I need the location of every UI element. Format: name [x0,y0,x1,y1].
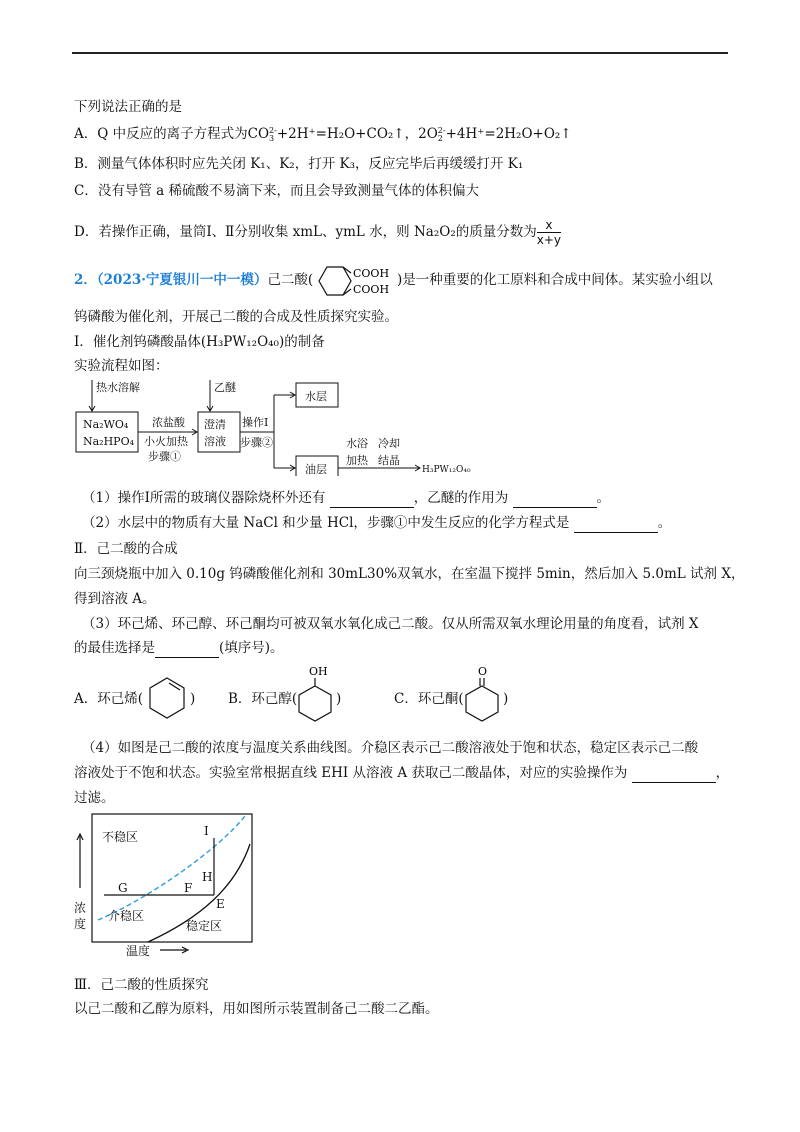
flow-na2hpo4: Na₂HPO₄ [83,435,135,448]
mass-fraction: $\frac{x}{x+y}$ [536,218,561,247]
answer-blank[interactable] [155,644,219,658]
flow-clear: 溶液 [204,435,226,448]
flow-clear: 澄清 [204,418,226,431]
question-4-end: 过滤。 [74,790,115,806]
y-axis-label: 浓 [74,901,87,915]
point-h: H [202,870,213,884]
oh-label: OH [309,665,328,678]
question-4-cont: 溶液处于不饱和状态。实验室常根据直线 EHI 从溶液 A 获取己二酸晶体，对应的实验操作为 ， [74,765,730,781]
q1-option-b: B．测量气体体积时应先关闭 K₁、K₂，打开 K₃，反应完毕后再缓缓打开 K₁ [74,156,524,172]
q1-intro: 下列说法正确的是 [74,99,182,115]
section-2-title: Ⅱ．己二酸的合成 [74,541,178,557]
point-i: I [204,824,209,838]
q2-intro-2: 钨磷酸为催化剂，开展己二酸的合成及性质探究实验。 [74,309,398,325]
q1-option-c: C．没有导管 a 稀硫酸不易滴下来，而且会导致测量气体的体积偏大 [74,183,479,199]
cyclohexanol-structure [295,664,335,722]
question-3: （3）环己烯、环己醇、环己酮均可被双氧水氧化成己二酸。仅从所需双氧水理论用量的角度看，试剂 X [82,616,699,632]
section-2-text: 得到溶液 A。 [74,591,156,607]
x-axis-label: 温度 [126,944,151,958]
question-2: （2）水层中的物质有大量 NaCl 和少量 HCl，步骤①中发生反应的化学方程式是 。 [82,515,672,531]
flow-hot-water: 热水溶解 [96,381,140,394]
stable-region-label: 稳定区 [186,919,223,933]
flow-title: 实验流程如图： [74,358,169,374]
option-cyclohexanol-label: B．环己醇( [228,691,298,707]
option-cyclohexanone-label: C．环己酮( [394,691,464,707]
flow-product: H₃PW₁₂O₄₀ [422,465,471,475]
flow-heat: 小火加热 [144,435,188,448]
paren-close: ) [503,691,509,707]
flow-bath: 加热 [346,454,368,467]
q2-intro-rest: )是一种重要的化工原料和合成中间体。某实验小组以 [397,272,713,288]
flow-hcl: 浓盐酸 [152,416,185,429]
point-g: G [118,881,128,895]
section-3-title: Ⅲ．己二酸的性质探究 [74,977,209,993]
answer-blank[interactable] [513,494,597,508]
q1-option-a: A．Q 中反应的离子方程式为CO 2- 3 +2H⁺=H₂O+CO₂↑，2O 2- 2 +4H⁺=2H₂O+O₂↑ [74,125,572,143]
answer-blank[interactable] [574,519,658,533]
question-4: （4）如图是己二酸的浓度与温度关系曲线图。介稳区表示己二酸溶液处于饱和状态，稳定区表示己二酸 [82,740,699,756]
paren-close: ) [190,691,196,707]
flow-diagram [74,376,494,476]
y-axis-label: 度 [74,917,87,931]
unstable-region-label: 不稳区 [102,830,139,844]
header-rule [72,52,728,54]
flow-na2wo4: Na₂WO₄ [83,418,129,431]
flow-cool: 冷却 [378,437,400,450]
q1-option-d: D．若操作正确，量筒Ⅰ、Ⅱ分别收集 xmL、ymL 水，则 Na₂O₂的质量分数为 $\frac{x}{x+y}$ [74,218,561,247]
cyclohexanone-structure [462,664,502,722]
answer-blank[interactable] [632,769,716,783]
section-1-title: Ⅰ．催化剂钨磷酸晶体(H₃PW₁₂O₄₀)的制备 [74,334,325,350]
flow-water-layer: 水层 [305,390,327,403]
point-e: E [216,897,225,911]
o-label: O [478,665,488,678]
question-3-cont: 的最佳选择是 (填序号)。 [74,640,284,656]
flow-cool: 结晶 [378,454,400,467]
flow-op1: 操作Ⅰ [242,416,269,429]
flow-step2: 步骤② [240,436,273,449]
metastable-region-label: 介稳区 [108,909,145,923]
solubility-graph [70,808,260,974]
flow-oil-layer: 油层 [305,463,327,476]
question-1: （1）操作Ⅰ所需的玻璃仪器除烧杯外还有 ，乙醚的作用为 。 [82,490,611,506]
section-3-text: 以己二酸和乙醇为原料，用如图所示装置制备己二酸二乙酯。 [74,1001,439,1017]
flow-bath: 水浴 [346,437,368,450]
flow-ether: 乙醚 [214,381,236,394]
paren-close: ) [336,691,342,707]
cyclohexene-structure [146,674,188,720]
q2-header: 2．（2023·宁夏银川一中一模）己二酸( [74,272,314,288]
cooh-label: COOH [353,267,390,280]
cooh-label: COOH [353,283,390,296]
point-f: F [184,881,193,895]
option-cyclohexene-label: A．环己烯( [74,691,144,707]
flow-step1: 步骤① [148,450,181,463]
section-2-text: 向三颈烧瓶中加入 0.10g 钨磷酸催化剂和 30mL30%双氧水，在室温下搅拌 5min，然后加入 5.0mL 试剂 X， [74,566,745,582]
adipic-acid-structure [313,263,397,299]
answer-blank[interactable] [330,494,414,508]
